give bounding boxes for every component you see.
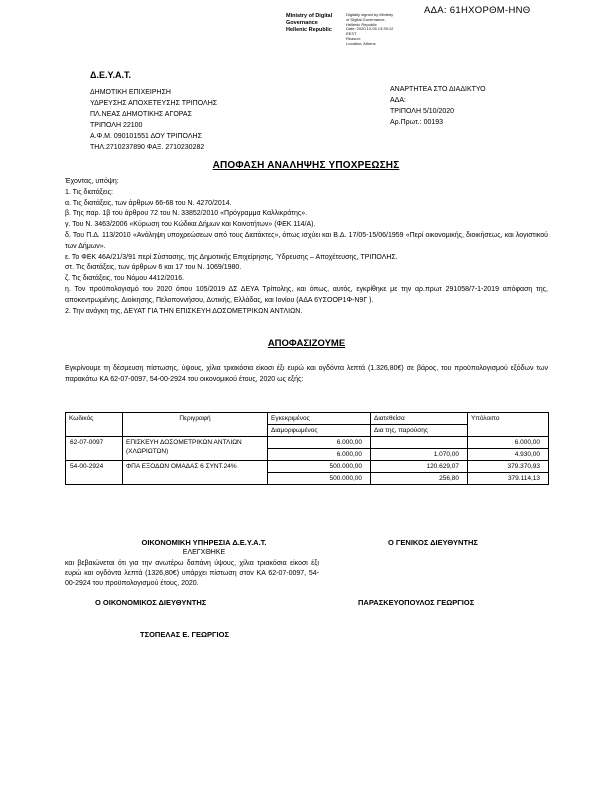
org-header-block [90,70,217,153]
header-approved: Εγκεκριμένος [268,412,371,424]
cell-code: 54-00-2924 [66,460,123,484]
cell-description: ΦΠΑ ΕΞΟΔΩΝ ΟΜΑΔΑΣ 6 ΣΥΝΤ.24% [123,460,268,484]
org-abbreviation: Δ.Ε.Υ.Α.Τ. [90,70,131,80]
ministry-name-line: Hellenic Republic [286,27,332,33]
signature-detail-line: Reason: [346,35,361,41]
cell-allocated [371,436,468,448]
cell-allocated: 256,80 [371,472,468,484]
header-balance: Υπόλοιπο [468,412,549,436]
digital-signature-block [286,13,406,47]
finance-dept-heading: ΟΙΚΟΝΟΜΙΚΗ ΥΠΗΡΕΣΙΑ Δ.Ε.Υ.Α.Τ. [141,538,267,547]
signature-details [346,13,406,47]
preamble-item: στ. Τις διατάξεις, των άρθρων 6 και 17 του Ν. 1069/1980. [65,264,242,272]
org-address-line: ΤΡΙΠΟΛΗ 22100 [90,122,143,129]
header-allocated-sub: Δια της, παρούσης [371,424,468,436]
ada-label: ΑΔΑ: [390,97,406,104]
table-row [66,460,549,472]
budget-table [65,412,549,485]
ada-header-text: ΑΔΑ: 61ΗΧΟΡΘΜ-ΗΝΘ [424,5,531,16]
header-description: Περιγραφή [123,412,268,436]
financial-director-title: Ο ΟΙΚΟΝΟΜΙΚΟΣ ΔΙΕΥΘΥΝΤΗΣ [95,598,207,607]
cell-allocated: 120.629,07 [371,460,468,472]
preamble-item: 2. Την ανάγκη της, ΔΕΥΑΤ ΓΙΑ ΤΗΝ ΕΠΙΣΚΕΥΗ ΔΟΣΟΜΕΤΡΙΚΩΝ ΑΝΤΛΙΩΝ. [65,307,303,315]
publish-note: ΑΝΑΡΤΗΤΕΑ ΣΤΟ ΔΙΑΔΙΚΤΥΟ [390,86,486,93]
preamble-item: δ. Του Π.Δ. 113/2010 «Ανάληψη υποχρεώσεων από τους Διατάκτες», όπως ισχύει και Β.Δ. 17/05-15/06/1959 «Περί οικονομικής, διοικήσεως, και λογιστικού των Δήμων». [65,231,548,250]
signature-detail-line: of Digital Governance, [346,16,386,22]
cell-description: ΕΠΙΣΚΕΥΗ ΔΟΣΟΜΕΤΡΙΚΩΝ ΑΝΤΛΙΩΝ (ΧΛΩΡΙΩΤΩΝ) [123,436,268,460]
signature-detail-line: Date: 2020.10.05 13:39:12 [346,26,394,32]
cell-balance: 4.930,00 [468,448,549,460]
cell-balance: 6.000,00 [468,436,549,448]
meta-block [390,84,486,128]
cell-allocated: 1.070,00 [371,448,468,460]
preamble-item: γ. Του Ν. 3463/2006 «Κύρωση του Κώδικα Δήμων και Κοινοτήτων» (ΦΕΚ 114/Α). [65,221,316,229]
org-address-line: ΥΔΡΕΥΣΗΣ ΑΠΟΧΕΤΕΥΣΗΣ ΤΡΙΠΟΛΗΣ [90,100,218,107]
ministry-name-line: Governance [286,20,318,26]
org-address-line: ΔΗΜΟΤΙΚΗ ΕΠΙΧΕΙΡΗΣΗ [90,89,171,96]
preamble-item: 1. Τις διατάξεις: [65,188,113,196]
signature-detail-line: Hellenic Republic [346,21,377,27]
org-address-line: Α.Φ.Μ. 090101551 ΔΟΥ ΤΡΙΠΟΛΗΣ [90,133,202,140]
ministry-name [286,13,340,34]
document-body [65,177,548,485]
place-date: ΤΡΙΠΟΛΗ 5/10/2020 [390,108,455,115]
header-code: Κωδικός [66,412,123,436]
preamble-item: β. Της παρ. 1β του άρθρου 72 του Ν. 33852/2010 «Πρόγραμμα Καλλικράτης». [65,210,308,218]
ministry-name-line: Ministry of Digital [286,13,333,19]
cell-approved: 500.000,00 [268,460,371,472]
document-title: ΑΠΟΦΑΣΗ ΑΝΑΛΗΨΗΣ ΥΠΟΧΡΕΩΣΗΣ [212,160,400,171]
cell-balance: 379.370,93 [468,460,549,472]
verification-paragraph: και βεβαιώνεται ότι για την ανωτέρω δαπάνη ύψους, χίλια τριακόσια είκοσι έξι ευρώ και ογδόντα λεπτά (1326,80€) υπάρχει πίστωση στον ΚΑ 62-07-0097, 54-00-2924 του προϋπολογισμού έτους, 2020. [65,560,319,587]
preamble-item: ζ. Τις διατάξεις, του Νόμου 4412/2016. [65,275,185,283]
org-address-line: ΠΛ.ΝΕΑΣ ΔΗΜΟΤΙΚΗΣ ΑΓΟΡΑΣ [90,111,192,118]
general-director-heading: Ο ΓΕΝΙΚΟΣ ΔΙΕΥΘΥΝΤΗΣ [388,538,478,547]
cell-approved: 500.000,00 [268,472,371,484]
cell-balance: 379.114,13 [468,472,549,484]
checked-label: ΕΛΕΓΧΘΗΚΕ [182,549,226,556]
preamble-intro: Έχοντας, υπόψη: [65,178,119,185]
cell-code: 62-07-0097 [66,436,123,460]
general-director-name: ΠΑΡΑΣΚΕΥΟΠΟΥΛΟΣ ΓΕΩΡΓΙΟΣ [358,598,475,607]
protocol-number: Αρ.Πρωτ.: 00193 [390,119,444,126]
decision-paragraph: Εγκρίνουμε τη δέσμευση πίστωσης, ύψους, χίλια τριακόσια είκοσι έξι ευρώ και ογδόντα λεπτά (1.326,80€) σε βάρος, του προϋπολογισμού εξόδων των παρακάτω ΚΑ 62-07-0097, 54-00-2924 του οικονομικού έτους, 2020 ως εξής: [65,365,548,383]
table-row [66,436,549,448]
financial-director-name: ΤΣΟΠΕΛΑΣ Ε. ΓΕΩΡΓΙΟΣ [140,630,229,639]
signature-detail-line: Digitally signed by Ministry [346,12,394,17]
org-address-line: ΤΗΛ.2710237890 ΦΑΞ. 2710230282 [90,144,205,151]
cell-approved: 6.000,00 [268,448,371,460]
cell-approved: 6.000,00 [268,436,371,448]
preamble-item: η. Τον προϋπολογισμό του 2020 όπου 105/2019 ΔΣ ΔΕΥΑ Τρίπολης, και όπως, αυτός, εγκρίθηκε με την αρ.πρωτ 291058/7-1-2019 απόφαση της, αποκεντρωμένης, Διοίκησης, Πελοποννήσου, Δυτικής, Ελλάδας, και Ιονίου (ΑΔΑ 6ΥΣΟΟΡ1Φ-Ν9Γ ). [65,285,548,304]
preamble-item: ε. Το ΦΕΚ 46Α/21/3/91 περί Σύστασης, της Δημοτικής Επιχείρησης, Ύδρευσης – Αποχέτευσης, ΤΡΙΠΟΛΗΣ. [65,253,398,261]
header-allocated: Διατεθείσα [371,412,468,424]
preamble-item: α. Τις διατάξεις, των άρθρων 66-68 του Ν. 4270/2014. [65,199,232,207]
header-approved-sub: Διαμορφωμένος [268,424,371,436]
decision-heading: ΑΠΟΦΑΣΙΖΟΥΜΕ [267,338,346,350]
signature-detail-line: Location: Athens [346,40,376,46]
signature-detail-line: EEST [346,31,357,37]
